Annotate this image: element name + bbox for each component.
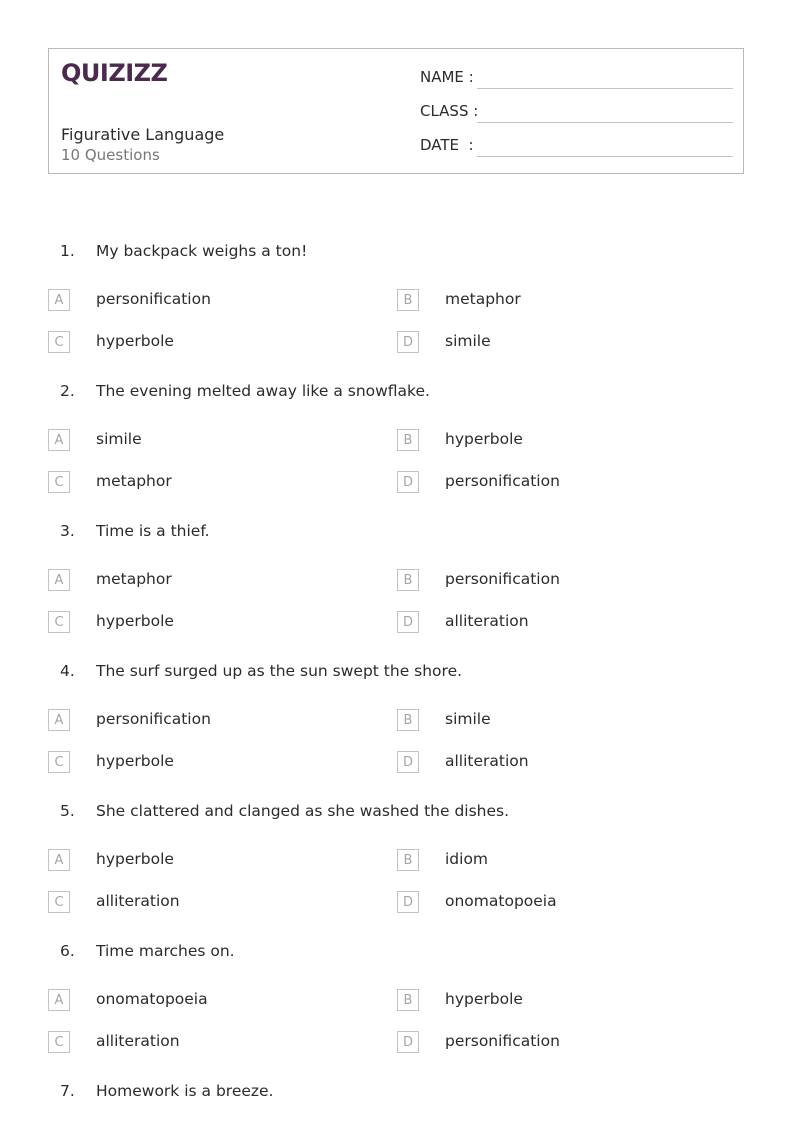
- question-text: Time is a thief.: [96, 522, 210, 540]
- option-b-box[interactable]: B: [397, 429, 419, 451]
- option-d-text: personification: [445, 1032, 560, 1050]
- question-text: Time marches on.: [96, 942, 235, 960]
- question-number: 5.: [60, 802, 75, 820]
- worksheet-header: [48, 48, 744, 174]
- option-c-box[interactable]: C: [48, 751, 70, 773]
- option-d-text: personification: [445, 472, 560, 490]
- name-label: NAME :: [420, 68, 474, 86]
- worksheet-title: Figurative Language: [61, 125, 225, 144]
- class-line: [477, 122, 733, 123]
- option-a-box[interactable]: A: [48, 709, 70, 731]
- question-text: She clattered and clanged as she washed the dishes.: [96, 802, 510, 820]
- question-number: 2.: [60, 382, 75, 400]
- option-d-text: alliteration: [445, 752, 529, 770]
- option-c-box[interactable]: C: [48, 891, 70, 913]
- option-a-text: metaphor: [96, 570, 172, 588]
- option-b-text: hyperbole: [445, 430, 523, 448]
- option-d-box[interactable]: D: [397, 891, 419, 913]
- quizizz-logo: QUIZIZZ: [61, 59, 168, 87]
- question-number: 6.: [60, 942, 75, 960]
- option-b-text: simile: [445, 710, 491, 728]
- date-line: [477, 156, 733, 157]
- option-a-box[interactable]: A: [48, 849, 70, 871]
- option-b-box[interactable]: B: [397, 849, 419, 871]
- option-a-text: personification: [96, 710, 211, 728]
- option-c-text: alliteration: [96, 1032, 180, 1050]
- option-d-text: simile: [445, 332, 491, 350]
- option-c-text: metaphor: [96, 472, 172, 490]
- question-text: The evening melted away like a snowflake.: [96, 382, 430, 400]
- question-number: 7.: [60, 1082, 75, 1100]
- option-c-text: hyperbole: [96, 752, 174, 770]
- option-b-box[interactable]: B: [397, 569, 419, 591]
- option-a-box[interactable]: A: [48, 429, 70, 451]
- option-b-text: idiom: [445, 850, 489, 868]
- question-number: 3.: [60, 522, 75, 540]
- option-a-box[interactable]: A: [48, 989, 70, 1011]
- option-a-box[interactable]: A: [48, 289, 70, 311]
- option-a-text: onomatopoeia: [96, 990, 208, 1008]
- option-b-box[interactable]: B: [397, 989, 419, 1011]
- question-text: Homework is a breeze.: [96, 1082, 274, 1100]
- option-c-text: hyperbole: [96, 332, 174, 350]
- option-a-box[interactable]: A: [48, 569, 70, 591]
- option-a-text: personification: [96, 290, 211, 308]
- option-d-box[interactable]: D: [397, 751, 419, 773]
- option-b-box[interactable]: B: [397, 709, 419, 731]
- date-label: DATE :: [420, 136, 474, 154]
- option-c-box[interactable]: C: [48, 1031, 70, 1053]
- option-c-box[interactable]: C: [48, 471, 70, 493]
- option-a-text: hyperbole: [96, 850, 174, 868]
- option-d-box[interactable]: D: [397, 471, 419, 493]
- option-c-text: alliteration: [96, 892, 180, 910]
- option-d-text: onomatopoeia: [445, 892, 557, 910]
- option-b-text: metaphor: [445, 290, 521, 308]
- option-d-box[interactable]: D: [397, 611, 419, 633]
- option-a-text: simile: [96, 430, 142, 448]
- class-label: CLASS :: [420, 102, 479, 120]
- option-c-box[interactable]: C: [48, 331, 70, 353]
- option-b-box[interactable]: B: [397, 289, 419, 311]
- option-c-box[interactable]: C: [48, 611, 70, 633]
- option-d-box[interactable]: D: [397, 331, 419, 353]
- question-number: 4.: [60, 662, 75, 680]
- name-line: [477, 88, 733, 89]
- question-number: 1.: [60, 242, 75, 260]
- option-c-text: hyperbole: [96, 612, 174, 630]
- option-b-text: personification: [445, 570, 560, 588]
- question-text: My backpack weighs a ton!: [96, 242, 308, 260]
- option-d-box[interactable]: D: [397, 1031, 419, 1053]
- option-d-text: alliteration: [445, 612, 529, 630]
- question-count: 10 Questions: [61, 146, 160, 164]
- option-b-text: hyperbole: [445, 990, 523, 1008]
- question-text: The surf surged up as the sun swept the shore.: [96, 662, 463, 680]
